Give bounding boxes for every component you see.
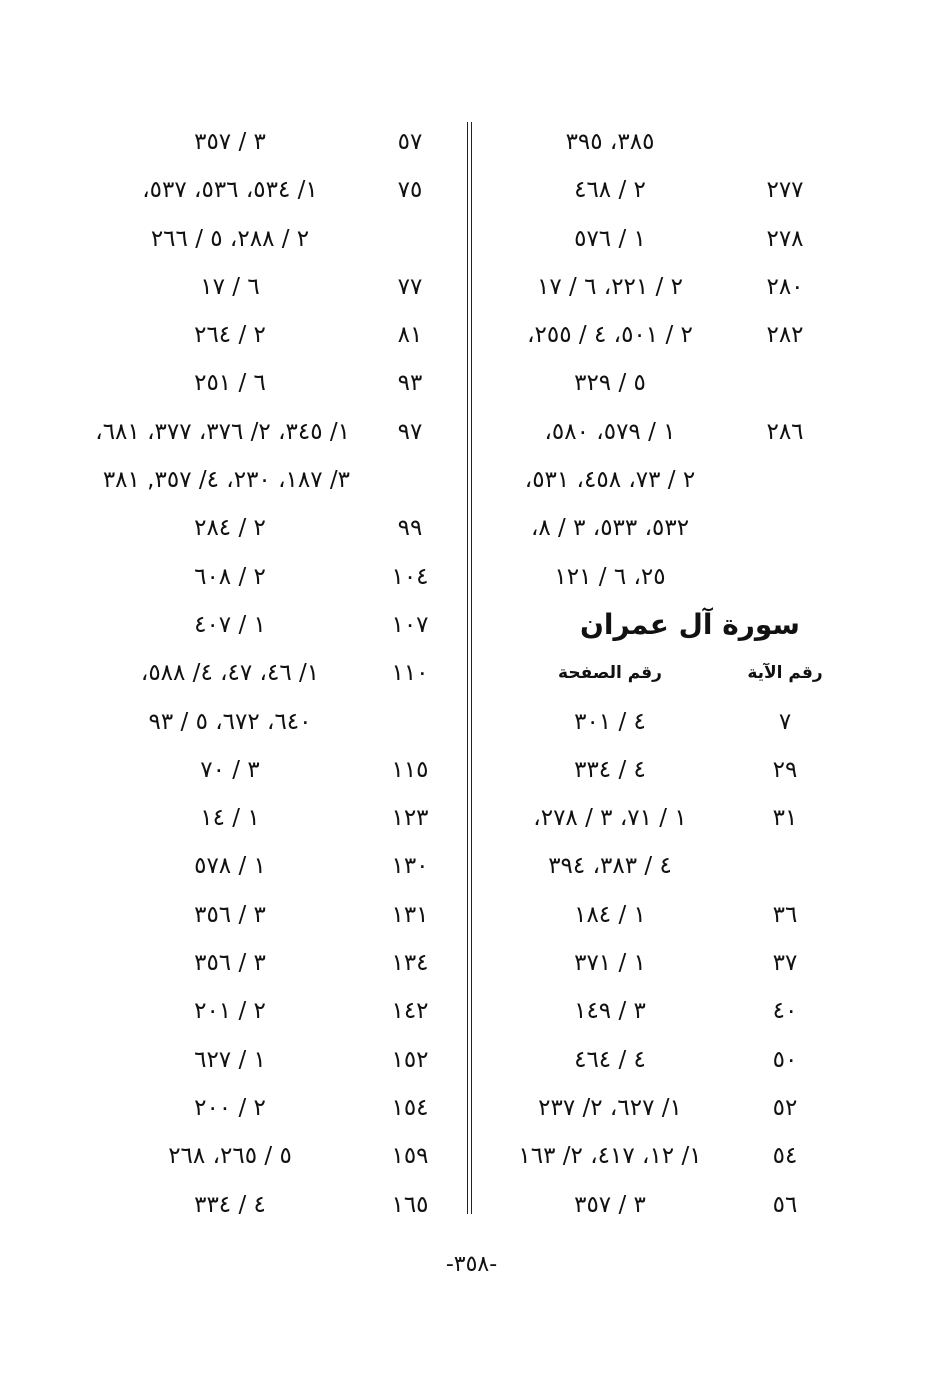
page-references: ٦ / ٢٥١ bbox=[194, 370, 266, 397]
index-row bbox=[490, 1036, 820, 1084]
page-references: ٢ / ٢٦٤ bbox=[194, 322, 266, 349]
index-row bbox=[490, 842, 820, 890]
index-row bbox=[120, 987, 450, 1035]
page-references: ١/ ٥٣٤، ٥٣٦، ٥٣٧، bbox=[142, 177, 318, 204]
page-references: ٦ / ١٧ bbox=[200, 273, 260, 300]
right-column bbox=[490, 118, 823, 1229]
page-references: ١ / ١٨٤ bbox=[574, 901, 646, 928]
index-row bbox=[120, 504, 450, 552]
verse-number: ٧٥ bbox=[397, 177, 423, 204]
right-rows-before bbox=[490, 118, 820, 601]
verse-number: ١٣١ bbox=[391, 901, 429, 928]
page-references: ٣ / ٣٥٦ bbox=[194, 950, 266, 977]
index-row bbox=[120, 1132, 450, 1180]
verse-number: ١١٥ bbox=[391, 756, 429, 783]
verse-number: ١٠٧ bbox=[391, 611, 429, 638]
index-row bbox=[120, 746, 450, 794]
page-number: -٣٥٨- bbox=[445, 1252, 498, 1277]
verse-number: ٩٧ bbox=[397, 418, 423, 445]
page-references: ٣ / ٣٥٧ bbox=[574, 1191, 646, 1218]
index-row bbox=[490, 698, 820, 746]
index-row bbox=[490, 1132, 820, 1180]
column-divider bbox=[467, 122, 472, 1214]
page-references: ٣ / ٧٠ bbox=[200, 756, 260, 783]
page-references: ٢ / ٢٠٠ bbox=[194, 1094, 266, 1121]
index-row bbox=[490, 794, 820, 842]
page-references: ٢ / ٥٠١، ٤ / ٢٥٥، bbox=[527, 322, 693, 349]
page-references: ٣ / ٣٥٦ bbox=[194, 901, 266, 928]
page-references: ٣ / ١٤٩ bbox=[574, 998, 646, 1025]
page-references: ١/ ٣٤٥، ٢/ ٣٧٦، ٣٧٧، ٦٨١، bbox=[95, 418, 350, 445]
page-references: ١ / ٤٠٧ bbox=[194, 611, 266, 638]
page-references: ٣ / ٣٥٧ bbox=[194, 129, 266, 155]
index-row bbox=[120, 553, 450, 601]
page-references: ١ / ٧١، ٣ / ٢٧٨، bbox=[533, 805, 687, 832]
index-row bbox=[490, 504, 820, 552]
page-references: ٢ / ٢٨٨، ٥ / ٢٦٦ bbox=[150, 225, 310, 252]
verse-number: ١٢٣ bbox=[391, 805, 429, 832]
verse-number: ٢٩ bbox=[772, 756, 798, 783]
verse-number: ١٣٠ bbox=[391, 853, 429, 880]
verse-number: ٥٤ bbox=[772, 1143, 798, 1170]
index-row bbox=[120, 698, 450, 746]
verse-number: ٨١ bbox=[397, 322, 423, 349]
page-references: ٦٤٠، ٦٧٢، ٥ / ٩٣ bbox=[148, 708, 312, 735]
verse-number: ٥٧ bbox=[397, 129, 423, 155]
index-row bbox=[120, 601, 450, 649]
verse-number: ٣٧ bbox=[772, 950, 798, 977]
page-references: ٥ / ٣٢٩ bbox=[574, 370, 646, 397]
verse-number: ٩٩ bbox=[397, 515, 423, 542]
index-row bbox=[102, 456, 450, 504]
page-references: ٢ / ٢٠١ bbox=[194, 998, 266, 1025]
index-row bbox=[120, 1084, 450, 1132]
verse-number: ١٥٢ bbox=[391, 1046, 429, 1073]
index-row bbox=[120, 359, 450, 407]
page-references: ٤ / ٣٣٤ bbox=[194, 1191, 266, 1218]
index-row bbox=[95, 408, 450, 456]
page-references: ٥ / ٢٦٥، ٢٦٨ bbox=[168, 1143, 292, 1170]
verse-number: ٥٠ bbox=[772, 1046, 798, 1073]
index-row bbox=[490, 746, 820, 794]
page-references: ١ / ٣٧١ bbox=[574, 950, 646, 977]
page-references: ١ / ٥٧٦ bbox=[574, 225, 646, 252]
index-row bbox=[490, 215, 820, 263]
index-row bbox=[120, 842, 450, 890]
index-row bbox=[120, 649, 450, 697]
page-references: ١ / ٥٧٨ bbox=[194, 853, 266, 880]
index-row bbox=[120, 263, 450, 311]
page-references: ٢ / ٢٨٤ bbox=[194, 515, 266, 542]
page-references: ٢ / ٤٦٨ bbox=[574, 177, 646, 204]
verse-number: ٢٨٠ bbox=[766, 273, 804, 300]
verse-number: ١٥٩ bbox=[391, 1143, 429, 1170]
page-references: ٤ / ٣٣٤ bbox=[574, 756, 646, 783]
index-row bbox=[490, 1084, 820, 1132]
column-headers bbox=[490, 649, 823, 697]
page-references: ٤ / ٣٠١ bbox=[574, 708, 646, 735]
index-row bbox=[490, 118, 820, 166]
index-row bbox=[490, 408, 820, 456]
surah-title: سورة آل عمران bbox=[580, 607, 800, 641]
verse-number: ٢٧٨ bbox=[766, 225, 804, 252]
page-references: ١ / ٦٢٧ bbox=[194, 1046, 266, 1073]
verse-number: ٢٨٦ bbox=[766, 418, 804, 445]
page-references: ٥٣٢، ٥٣٣، ٣ / ٨، bbox=[530, 515, 690, 542]
page-references: ٢ / ٢٢١، ٦ / ١٧ bbox=[537, 273, 683, 300]
page-references: ٣/ ١٨٧، ٢٣٠، ٤/ ٣٥٧, ٣٨١ bbox=[102, 467, 350, 494]
verse-number: ٣١ bbox=[772, 805, 798, 832]
verse-number: ٣٦ bbox=[772, 901, 798, 928]
verse-number: ٥٢ bbox=[772, 1094, 798, 1121]
verse-number: ٢٨٢ bbox=[766, 322, 804, 349]
index-row bbox=[120, 118, 450, 166]
page-references: ٢ / ٧٣، ٤٥٨، ٥٣١، bbox=[524, 467, 696, 494]
index-row bbox=[120, 166, 450, 214]
verse-number: ١١٠ bbox=[391, 660, 429, 687]
page-references: ٢ / ٦٠٨ bbox=[194, 563, 266, 590]
index-row bbox=[490, 263, 820, 311]
left-rows bbox=[95, 118, 450, 1229]
index-row bbox=[490, 359, 820, 407]
index-row bbox=[490, 1181, 820, 1229]
index-row bbox=[490, 987, 820, 1035]
index-row bbox=[490, 553, 820, 601]
index-row bbox=[490, 939, 820, 987]
header-verse-number: رقم الآية bbox=[747, 663, 823, 684]
index-row bbox=[490, 456, 820, 504]
index-row bbox=[120, 311, 450, 359]
verse-number: ٧٧ bbox=[397, 273, 423, 300]
index-row bbox=[490, 891, 820, 939]
index-row bbox=[120, 891, 450, 939]
index-row bbox=[490, 166, 820, 214]
verse-number: ٧ bbox=[778, 708, 792, 735]
index-row bbox=[120, 1036, 450, 1084]
header-page-number: رقم الصفحة bbox=[558, 663, 662, 684]
page-references: ٣٨٥، ٣٩٥ bbox=[565, 129, 655, 155]
verse-number: ١٠٤ bbox=[391, 563, 429, 590]
verse-number: ٢٧٧ bbox=[766, 177, 804, 204]
page-references: ١ / ١٤ bbox=[200, 805, 260, 832]
verse-number: ٤٠ bbox=[772, 998, 798, 1025]
index-row bbox=[120, 215, 450, 263]
page-references: ٤ / ٣٨٣، ٣٩٤ bbox=[548, 853, 672, 880]
index-row bbox=[490, 311, 820, 359]
verse-number: ٩٣ bbox=[397, 370, 423, 397]
index-row bbox=[120, 1181, 450, 1229]
right-rows-after bbox=[490, 698, 820, 1229]
verse-number: ١٤٢ bbox=[391, 998, 429, 1025]
index-row bbox=[120, 939, 450, 987]
page-references: ١/ ١٢، ٤١٧، ٢/ ١٦٣ bbox=[518, 1143, 702, 1170]
verse-number: ١٦٥ bbox=[391, 1191, 429, 1218]
page-references: ١/ ٤٦، ٤٧، ٤/ ٥٨٨، bbox=[140, 660, 320, 687]
index-row bbox=[120, 794, 450, 842]
page-references: ٤ / ٤٦٤ bbox=[574, 1046, 646, 1073]
left-column bbox=[95, 118, 450, 1229]
page-references: ١ / ٥٧٩، ٥٨٠، bbox=[544, 418, 676, 445]
page-references: ١/ ٦٢٧، ٢/ ٢٣٧ bbox=[538, 1094, 682, 1121]
verse-number: ٥٦ bbox=[772, 1191, 798, 1218]
verse-number: ١٥٤ bbox=[391, 1094, 429, 1121]
page-references: ٢٥، ٦ / ١٢١ bbox=[554, 563, 666, 590]
verse-number: ١٣٤ bbox=[391, 950, 429, 977]
